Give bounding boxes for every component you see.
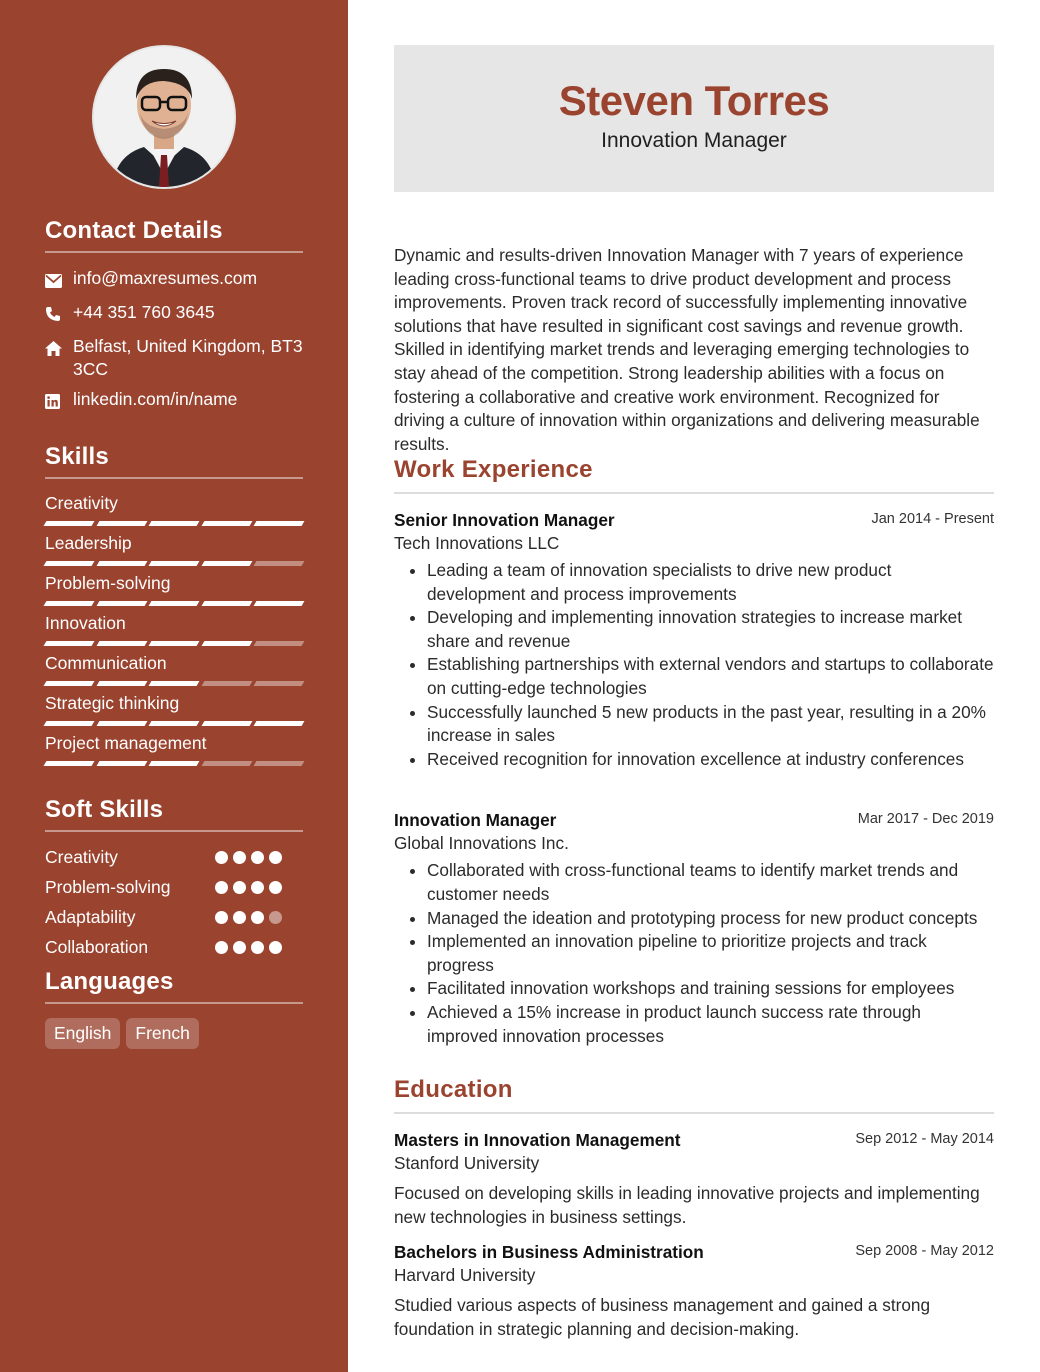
skill-level-segment — [149, 721, 199, 726]
skill-level-bar — [45, 601, 303, 606]
skill-name: Problem-solving — [45, 573, 171, 593]
skill-level-segment — [254, 601, 304, 606]
skill-level-segment — [96, 601, 146, 606]
skill-name: Strategic thinking — [45, 693, 180, 713]
soft-skills-list — [45, 842, 303, 962]
job-bullet: • Establishing partnerships with external vendors and startups to collaborate on cutting-edge technologies — [427, 653, 994, 700]
rating-dot — [251, 881, 264, 894]
skill-level-segment — [201, 641, 251, 646]
rating-dot — [215, 911, 228, 924]
skills-section — [45, 443, 303, 772]
skill-level-segment — [96, 721, 146, 726]
skill-level-segment — [254, 721, 304, 726]
skill-level-segment — [96, 761, 146, 766]
skill-level-segment — [149, 761, 199, 766]
job-date: Mar 2017 - Dec 2019 — [857, 811, 994, 828]
skill-name: Project management — [45, 733, 207, 753]
skill-level-segment — [96, 561, 146, 566]
education-section — [394, 1076, 994, 1341]
skill-level-segment — [44, 681, 94, 686]
skill-name: Innovation — [45, 613, 126, 633]
job-bullets — [394, 859, 994, 1048]
contact-list — [45, 267, 303, 415]
skill-level-segment — [254, 561, 304, 566]
skill-level-segment — [201, 601, 251, 606]
skill-level-segment — [96, 681, 146, 686]
home-icon — [45, 335, 73, 362]
language-tag: French — [126, 1018, 198, 1049]
contact-linkedin-text: linkedin.com/in/name — [73, 389, 238, 409]
job-company: Tech Innovations LLC — [394, 533, 560, 553]
rating-dot — [215, 941, 228, 954]
soft-skill-rating — [215, 851, 282, 864]
languages-section — [45, 968, 303, 1049]
skill-name: Creativity — [45, 493, 118, 513]
profile-photo — [92, 45, 236, 189]
person-name: Steven Torres — [558, 77, 830, 124]
skill-level-segment — [44, 641, 94, 646]
job-entry — [394, 509, 994, 771]
skill-level-segment — [149, 601, 199, 606]
contact-heading: Contact Details — [45, 217, 303, 253]
skill-name: Communication — [45, 653, 167, 673]
language-tag: English — [45, 1018, 120, 1049]
education-heading: Education — [394, 1076, 994, 1114]
soft-skill-rating — [215, 911, 282, 924]
work-heading: Work Experience — [394, 456, 994, 494]
skill-level-segment — [44, 761, 94, 766]
skill-level-segment — [44, 521, 94, 526]
contact-email-text: info@maxresumes.com — [73, 268, 258, 288]
education-entry — [394, 1241, 994, 1341]
skill-level-bar — [45, 641, 303, 646]
contact-email[interactable] — [45, 267, 303, 294]
rating-dot — [215, 881, 228, 894]
soft-skill-rating — [215, 881, 282, 894]
skill-level-segment — [254, 681, 304, 686]
degree-title: Bachelors in Business Administration — [394, 1242, 704, 1262]
contact-phone[interactable] — [45, 301, 303, 328]
job-entry — [394, 809, 994, 1048]
skill-level-bar — [45, 761, 303, 766]
email-icon — [45, 267, 73, 294]
degree-title: Masters in Innovation Management — [394, 1130, 681, 1150]
soft-skill-name: Collaboration — [45, 937, 149, 957]
rating-dot — [269, 941, 282, 954]
education-entry — [394, 1129, 994, 1229]
job-bullet: • Collaborated with cross-functional teams to identify market trends and customer needs — [427, 859, 994, 906]
contact-phone-text: +44 351 760 3645 — [73, 302, 215, 322]
rating-dot — [251, 911, 264, 924]
work-section — [394, 456, 994, 1048]
job-bullet: • Achieved a 15% increase in product launch success rate through improved innovation processes — [427, 1001, 994, 1048]
skill-level-segment — [149, 681, 199, 686]
education-description: Studied various aspects of business management and gained a strong foundation in strategic planning and decision-making. — [394, 1295, 931, 1339]
soft-skill-row — [45, 902, 303, 932]
rating-dot — [233, 881, 246, 894]
soft-skills-section — [45, 796, 303, 962]
soft-skill-row — [45, 872, 303, 902]
languages-heading: Languages — [45, 968, 303, 1004]
skill-level-segment — [149, 521, 199, 526]
resume-header — [394, 45, 994, 192]
job-bullets — [394, 559, 994, 771]
skill-level-segment — [44, 601, 94, 606]
skill-level-segment — [201, 561, 251, 566]
job-bullet: • Successfully launched 5 new products in the past year, resulting in a 20% increase in sales — [427, 701, 994, 748]
skill-level-bar — [45, 681, 303, 686]
job-bullet: • Implemented an innovation pipeline to prioritize projects and track progress — [427, 930, 994, 977]
skill-level-segment — [201, 521, 251, 526]
education-date: Sep 2012 - May 2014 — [855, 1131, 994, 1147]
skill-level-segment — [201, 681, 251, 686]
skills-heading: Skills — [45, 443, 303, 479]
rating-dot — [233, 911, 246, 924]
school-name: Harvard University — [394, 1265, 536, 1285]
skill-level-segment — [254, 641, 304, 646]
soft-skill-name: Problem-solving — [45, 877, 171, 897]
languages-list — [45, 1018, 303, 1049]
skill-level-segment — [44, 721, 94, 726]
job-bullet: • Managed the ideation and prototyping process for new product concepts — [427, 907, 994, 931]
job-title: Senior Innovation Manager — [394, 510, 615, 530]
rating-dot — [269, 911, 282, 924]
job-bullet: • Received recognition for innovation excellence at industry conferences — [427, 748, 994, 772]
soft-skill-name: Creativity — [45, 847, 118, 867]
rating-dot — [269, 851, 282, 864]
job-company: Global Innovations Inc. — [394, 833, 569, 854]
contact-address — [45, 335, 303, 381]
rating-dot — [233, 851, 246, 864]
skill-level-bar — [45, 561, 303, 566]
rating-dot — [251, 851, 264, 864]
skill-level-bar — [45, 721, 303, 726]
sidebar — [0, 0, 348, 1372]
education-date: Sep 2008 - May 2012 — [855, 1243, 994, 1259]
skill-name: Leadership — [45, 533, 132, 553]
skill-level-segment — [149, 641, 199, 646]
contact-address-text: Belfast, United Kingdom, BT3 3CC — [73, 336, 303, 379]
skill-level-segment — [201, 761, 251, 766]
summary-text: Dynamic and results-driven Innovation Manager with 7 years of experience leading cross-functional teams to drive product development and process improvements. Proven track record of successfully implementing innovative solutions that have resulted in significant cost savings and revenue growth. Skilled in identifying market trends and leveraging emerging technologies to stay ahead of the competition. Strong leadership abilities with a focus on fostering a collaborative and creative work environment. Recognized for driving a culture of innovation within organizations and delivering measurable results. — [394, 245, 980, 454]
skill-level-segment — [254, 521, 304, 526]
contact-section — [45, 217, 303, 422]
person-title: Innovation Manager — [601, 129, 787, 152]
soft-skill-rating — [215, 941, 282, 954]
soft-skills-heading: Soft Skills — [45, 796, 303, 832]
skill-level-segment — [254, 761, 304, 766]
skills-list — [45, 492, 303, 766]
skill-level-segment — [201, 721, 251, 726]
education-description: Focused on developing skills in leading innovative projects and implementing new technologies in business settings. — [394, 1183, 980, 1227]
rating-dot — [251, 941, 264, 954]
job-bullet: • Leading a team of innovation specialists to drive new product development and process improvements — [427, 559, 994, 606]
skill-level-segment — [149, 561, 199, 566]
rating-dot — [269, 881, 282, 894]
soft-skill-row — [45, 932, 303, 962]
soft-skill-name: Adaptability — [45, 907, 136, 927]
linkedin-icon — [45, 388, 73, 415]
skill-level-segment — [96, 641, 146, 646]
job-bullet: • Facilitated innovation workshops and training sessions for employees — [427, 977, 994, 1001]
soft-skill-row — [45, 842, 303, 872]
rating-dot — [233, 941, 246, 954]
contact-linkedin[interactable] — [45, 388, 303, 415]
phone-icon — [45, 301, 73, 328]
skill-level-segment — [44, 561, 94, 566]
skill-level-bar — [45, 521, 303, 526]
job-date: Jan 2014 - Present — [871, 511, 994, 527]
rating-dot — [215, 851, 228, 864]
skill-level-segment — [96, 521, 146, 526]
school-name: Stanford University — [394, 1153, 540, 1173]
job-bullet: • Developing and implementing innovation strategies to increase market share and revenue — [427, 606, 994, 653]
job-title: Innovation Manager — [394, 810, 557, 831]
